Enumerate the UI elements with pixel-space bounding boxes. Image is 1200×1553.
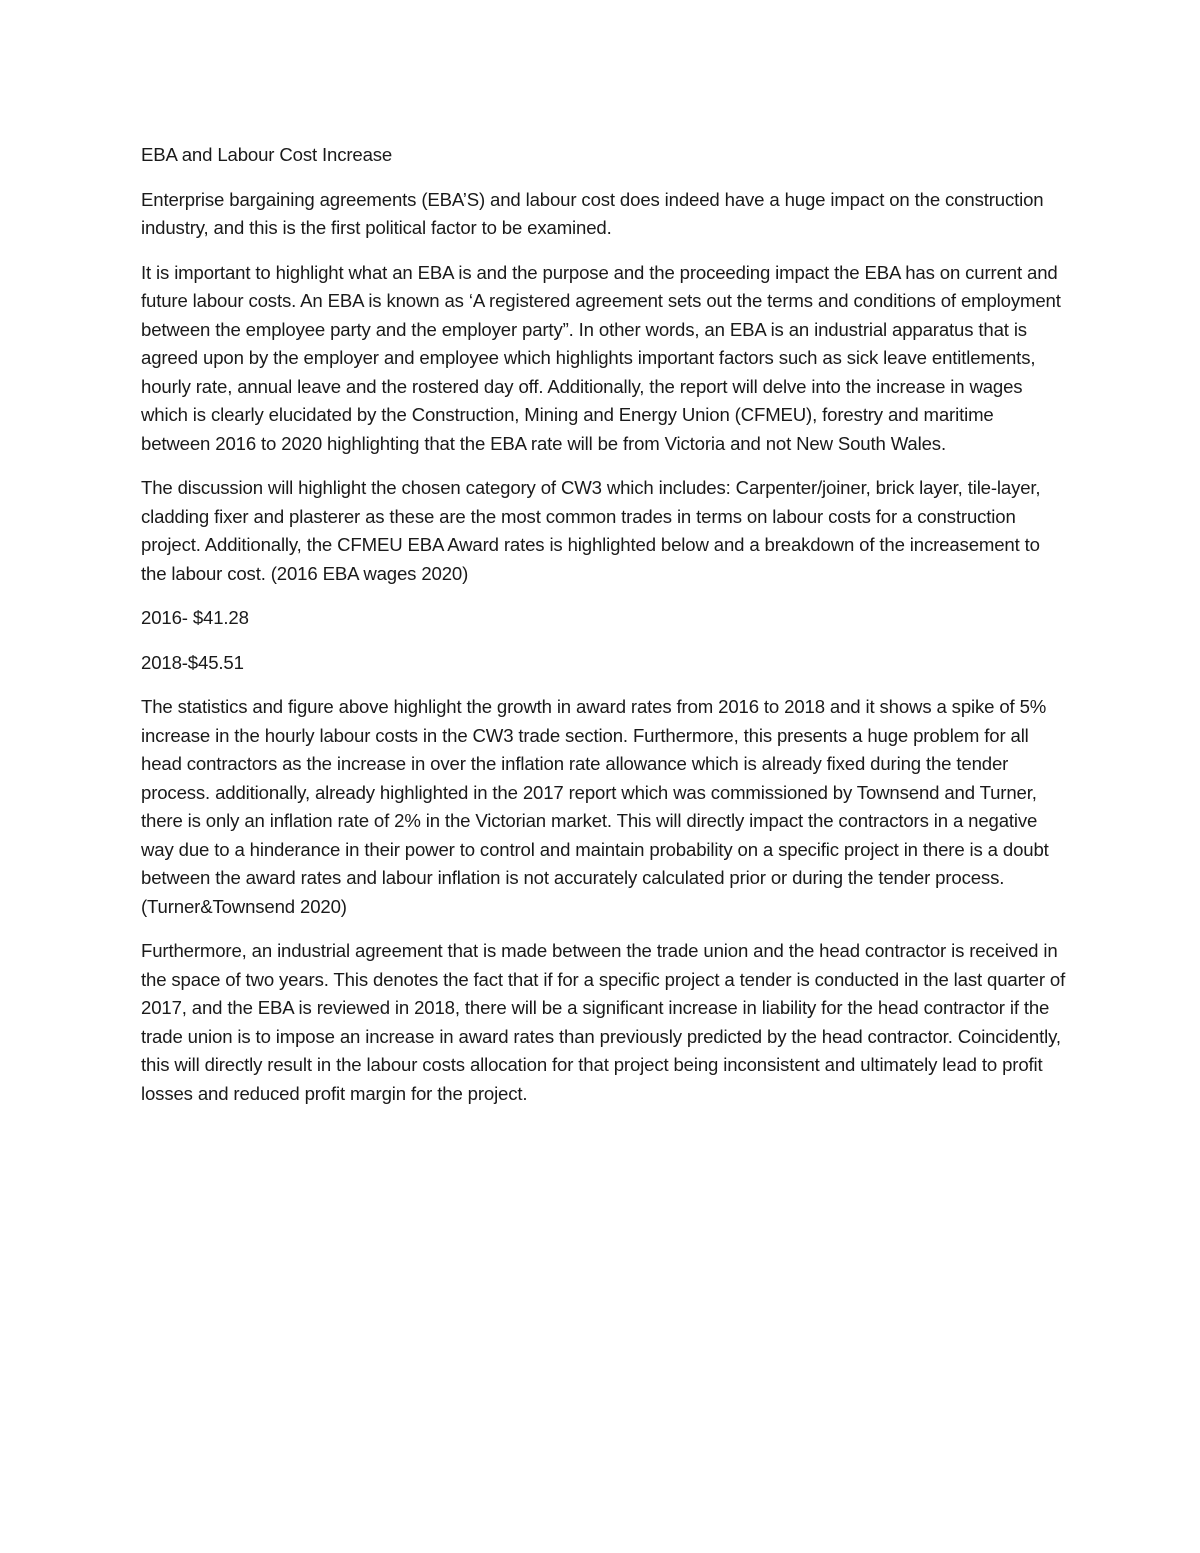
document-title: EBA and Labour Cost Increase xyxy=(141,144,393,165)
paragraph-cw3-category: The discussion will highlight the chosen category of CW3 which includes: Carpenter/joiner, brick layer, tile-layer, cladding fixer and plasterer as these are the most common trades in terms on labour costs for a construction project. Additionally, the CFMEU EBA Award rates is highlighted below and a breakdown of the increasement to the labour cost. (2016 EBA wages 2020) xyxy=(141,477,1041,584)
rate-2016: 2016- $41.28 xyxy=(141,607,249,628)
paragraph-industrial-agreement: Furthermore, an industrial agreement that is made between the trade union and the head contractor is received in the space of two years. This denotes the fact that if for a specific project a tender is conducted in the last quarter of 2017, and the EBA is reviewed in 2018, there will be a significant increase in liability for the head contractor if the trade union is to impose an increase in award rates than previously predicted by the head contractor. Coincidently, this will directly result in the labour costs allocation for that project being inconsistent and ultimately lead to profit losses and reduced profit margin for the project. xyxy=(141,940,1066,1104)
paragraph-statistics: The statistics and figure above highlight the growth in award rates from 2016 to 2018 and it shows a spike of 5% increase in the hourly labour costs in the CW3 trade section. Furthermore, this presents a huge problem for all head contractors as the increase in over the inflation rate allowance which is already fixed during the tender process. additionally, already highlighted in the 2017 report which was commissioned by Townsend and Turner, there is only an inflation rate of 2% in the Victorian market. This will directly impact the contractors in a negative way due to a hinderance in their power to control and maintain probability on a specific project in there is a doubt between the award rates and labour inflation is not accurately calculated prior or during the tender process. (Turner&Townsend 2020) xyxy=(141,696,1049,917)
document-body xyxy=(141,141,1066,1124)
paragraph-intro: Enterprise bargaining agreements (EBA’S) and labour cost does indeed have a huge impact on the construction industry, and this is the first political factor to be examined. xyxy=(141,188,1044,238)
rate-2018: 2018-$45.51 xyxy=(141,651,244,673)
paragraph-eba-definition: It is important to highlight what an EBA is and the purpose and the proceeding impact the EBA has on current and future labour costs. An EBA is known as ‘A registered agreement sets out the terms and conditions of employment between the employee party and the employer party”. In other words, an EBA is an industrial apparatus that is agreed upon by the employer and employee which highlights important factors such as sick leave entitlements, hourly rate, annual leave and the rostered day off. Additionally, the report will delve into the increase in wages which is clearly elucidated by the Construction, Mining and Energy Union (CFMEU), forestry and maritime between 2016 to 2020 highlighting that the EBA rate will be from Victoria and not New South Wales. xyxy=(141,261,1061,454)
